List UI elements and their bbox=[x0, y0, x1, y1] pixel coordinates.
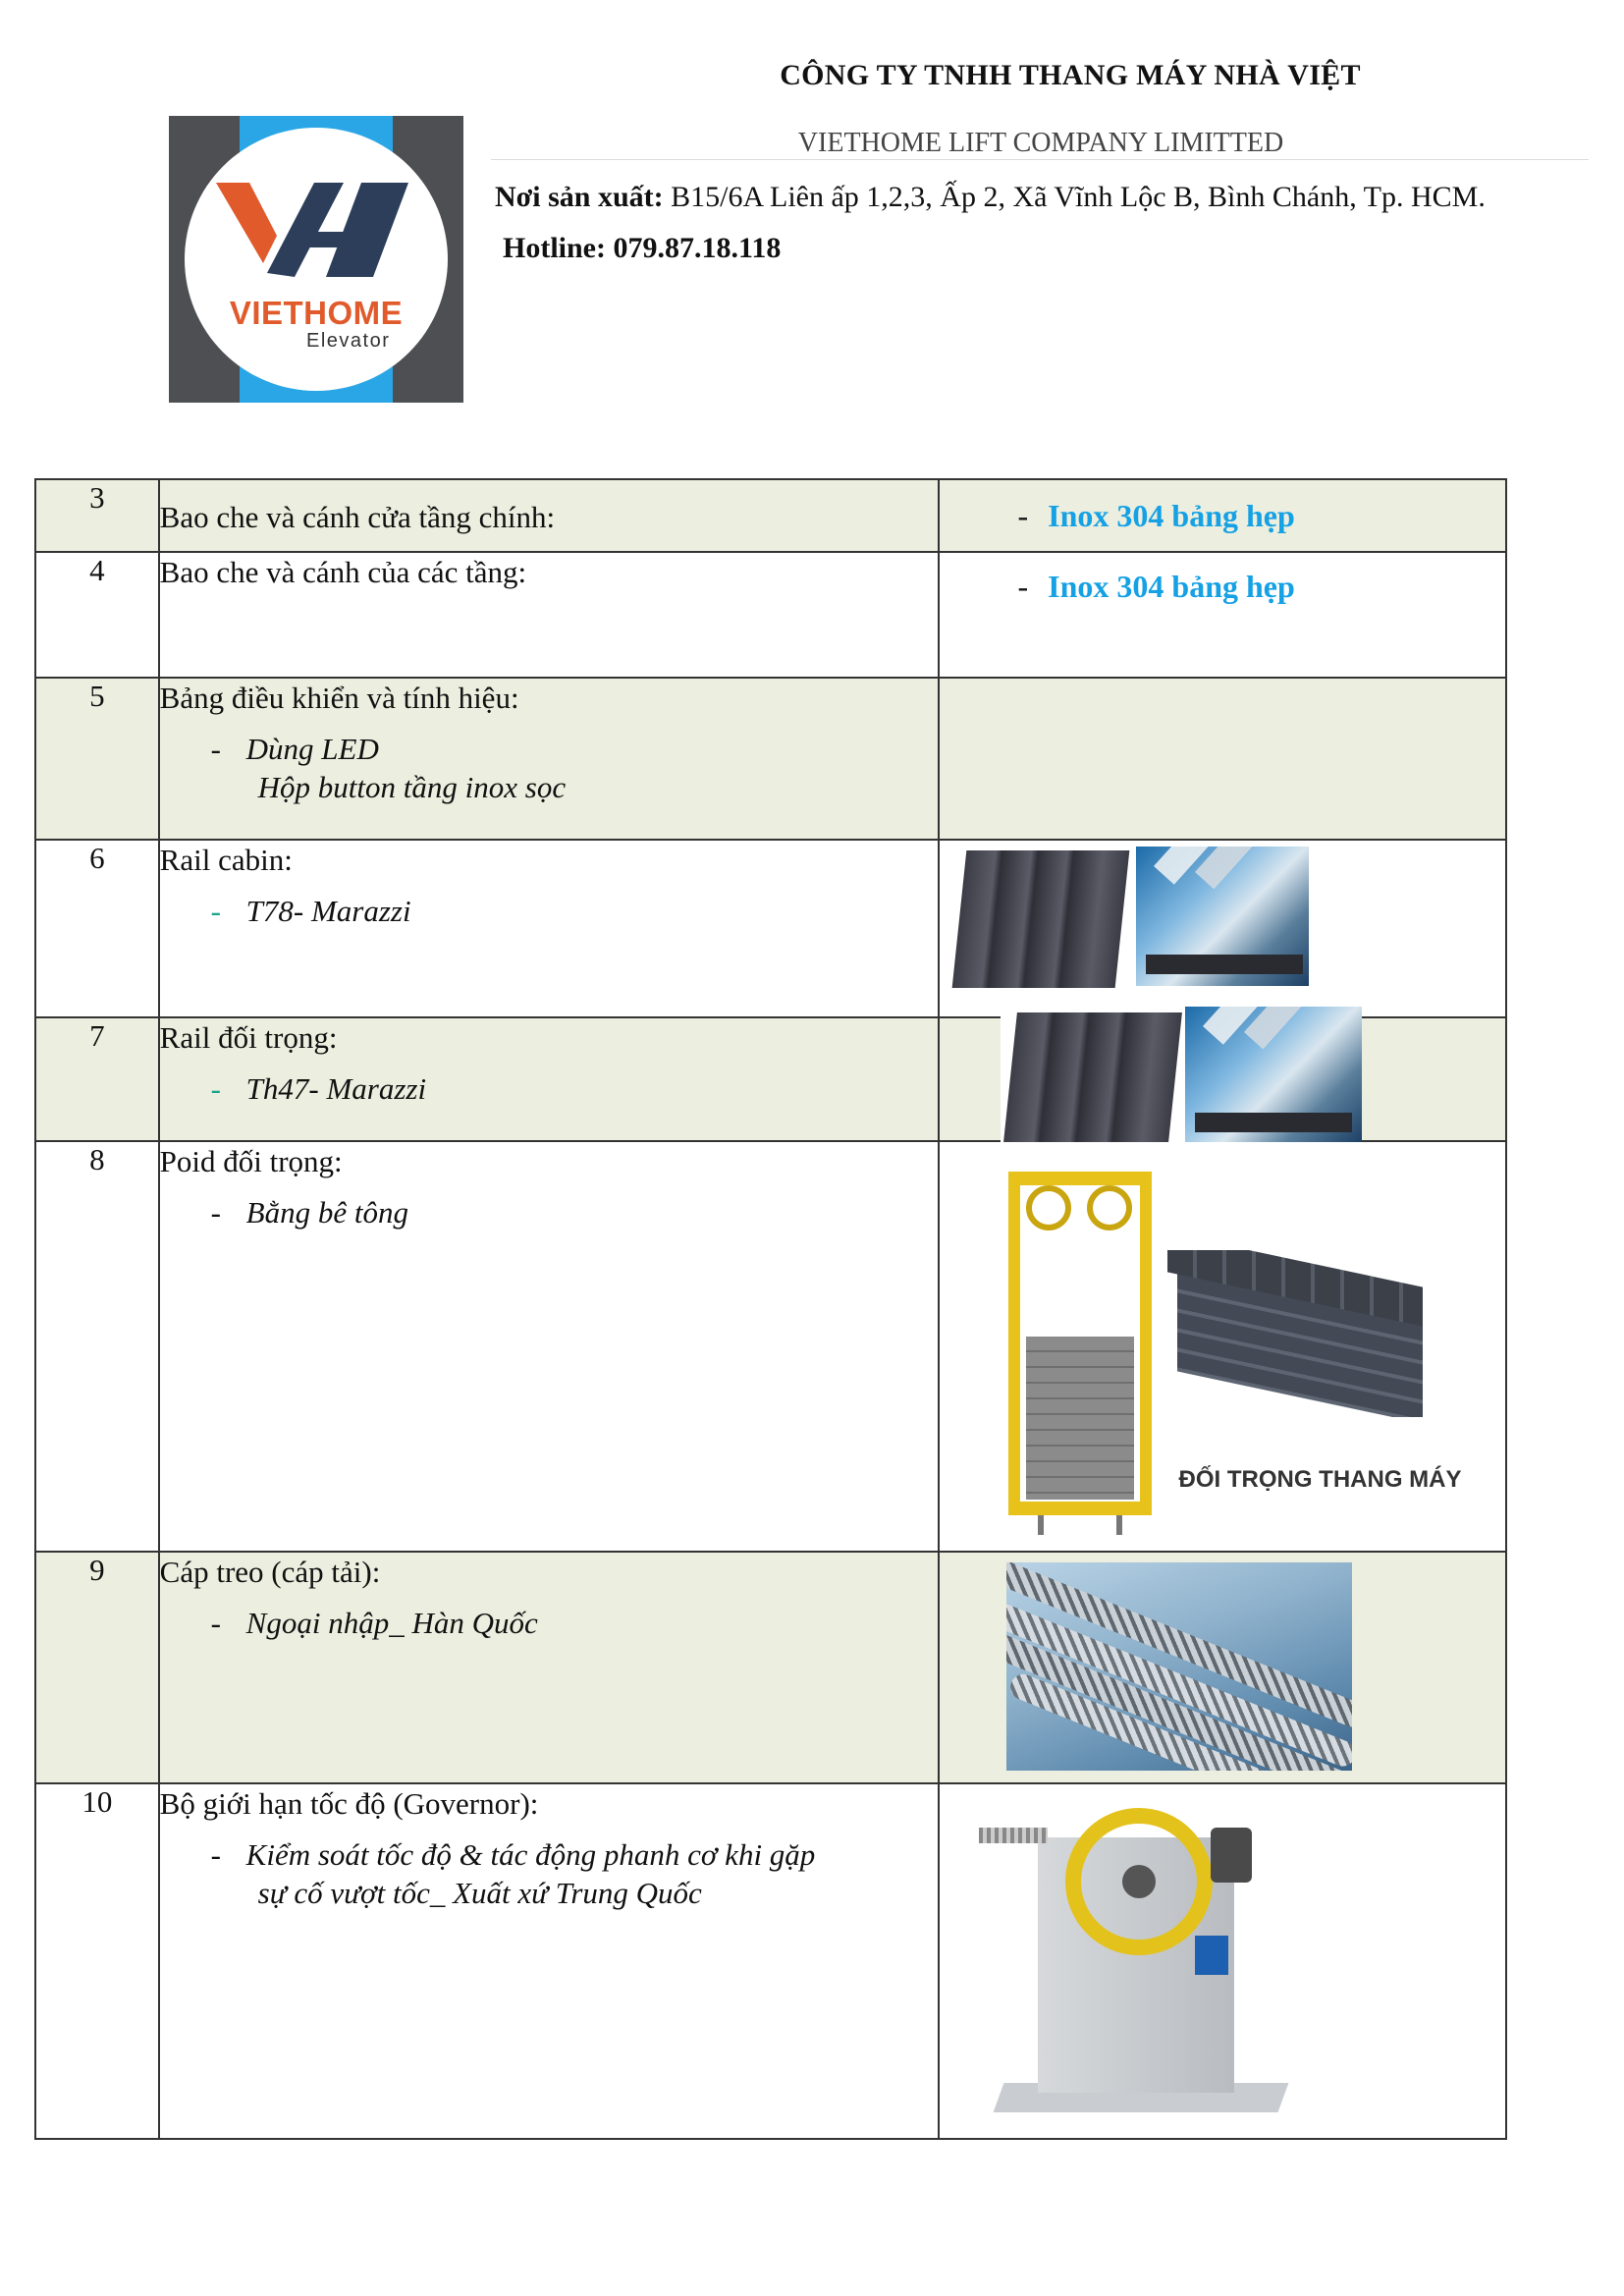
item-bullet-continuation: sự cố vượt tốc_ Xuất xứ Trung Quốc bbox=[257, 1876, 702, 1910]
item-title: Poid đối trọng: bbox=[159, 1144, 343, 1178]
table-row bbox=[35, 552, 1506, 678]
spec-table bbox=[34, 478, 1507, 2140]
item-title: Cáp treo (cáp tải): bbox=[159, 1555, 381, 1589]
item-bullet: - Bằng bê tông bbox=[210, 1195, 408, 1230]
item-bullet: - Kiểm soát tốc độ & tác động phanh cơ khi gặp bbox=[210, 1837, 816, 1872]
item-bullet: - Th47- Marazzi bbox=[210, 1071, 427, 1106]
hotline: Hotline: 079.87.18.118 bbox=[503, 232, 782, 264]
address-value: B15/6A Liên ấp 1,2,3, Ấp 2, Xã Vĩnh Lộc B, Bình Chánh, Tp. HCM. bbox=[663, 181, 1486, 213]
item-bullet-continuation: Hộp button tầng inox sọc bbox=[257, 770, 567, 804]
item-title: Bảng điều khiển và tính hiệu: bbox=[159, 681, 519, 715]
row-number: 10 bbox=[35, 1783, 159, 2139]
row-number: 8 bbox=[35, 1141, 159, 1552]
row-number: 9 bbox=[35, 1552, 159, 1783]
item-title: Bộ giới hạn tốc độ (Governor): bbox=[159, 1786, 539, 1821]
logo-brand-text: VIETHOME bbox=[229, 295, 404, 331]
item-bullet: - Dùng LED bbox=[210, 732, 379, 766]
address bbox=[495, 181, 1486, 214]
table-row bbox=[35, 1141, 1506, 1552]
row-number: 4 bbox=[35, 552, 159, 678]
row-number: 3 bbox=[35, 479, 159, 552]
rail-photo-a bbox=[951, 850, 1129, 988]
address-label: Nơi sản xuất: bbox=[495, 181, 664, 213]
counterweight-caption: ĐỐI TRỌNG THANG MÁY bbox=[1178, 1466, 1462, 1493]
item-bullet: - Ngoại nhập_ Hàn Quốc bbox=[210, 1606, 538, 1640]
row-number: 6 bbox=[35, 840, 159, 1017]
item-bullet: - T78- Marazzi bbox=[210, 894, 411, 928]
rail-photo-b bbox=[1185, 1007, 1362, 1144]
company-name: CÔNG TY TNHH THANG MÁY NHÀ VIỆT bbox=[780, 59, 1361, 91]
item-title: Rail cabin: bbox=[159, 843, 293, 877]
wire-rope-photo bbox=[1006, 1562, 1352, 1771]
header-divider bbox=[491, 159, 1589, 160]
rail-photo-b bbox=[1136, 847, 1309, 986]
item-title: Bao che và cánh của các tầng: bbox=[159, 555, 527, 589]
company-logo bbox=[169, 116, 463, 403]
row-number: 7 bbox=[35, 1017, 159, 1141]
table-row bbox=[35, 479, 1506, 552]
item-title: Rail đối trọng: bbox=[159, 1020, 338, 1055]
table-row bbox=[35, 678, 1506, 840]
company-english-name: VIETHOME LIFT COMPANY LIMITTED bbox=[797, 128, 1284, 158]
table-row bbox=[35, 1017, 1506, 1141]
spec-value: - Inox 304 bảng hẹp bbox=[1017, 569, 1295, 604]
row-number: 5 bbox=[35, 678, 159, 840]
vh-monogram-icon bbox=[216, 175, 422, 285]
governor-photo bbox=[979, 1798, 1293, 2122]
rail-photo-a bbox=[1003, 1012, 1182, 1142]
table-row bbox=[35, 840, 1506, 1017]
counterweight-frame-photo bbox=[1008, 1172, 1152, 1535]
item-title: Bao che và cánh cửa tầng chính: bbox=[159, 500, 556, 534]
table-row bbox=[35, 1552, 1506, 1783]
logo-sub-text: Elevator bbox=[306, 330, 391, 352]
concrete-weights-photo bbox=[1167, 1250, 1442, 1417]
table-row bbox=[35, 1783, 1506, 2139]
spec-value: - Inox 304 bảng hẹp bbox=[1017, 498, 1295, 533]
